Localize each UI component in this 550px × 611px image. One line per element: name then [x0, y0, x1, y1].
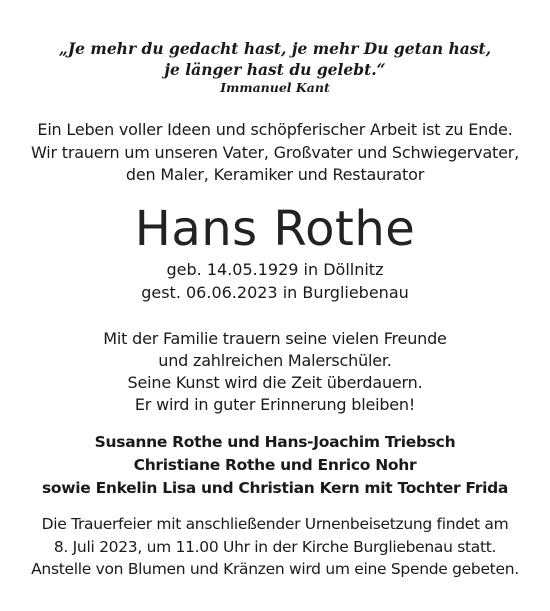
service-line: Die Trauerfeier mit anschließender Urnenbeisetzung findet am: [41, 515, 509, 533]
mourning-line: Mit der Familie trauern seine vielen Freunde: [103, 329, 447, 348]
mourning-line: Er wird in guter Erinnerung bleiben!: [134, 395, 416, 414]
mourner-line: sowie Enkelin Lisa und Christian Kern mit Tochter Frida: [41, 479, 509, 497]
mourner-line: Susanne Rothe und Hans-Joachim Triebsch: [94, 433, 456, 451]
mourning-line: und zahlreichen Malerschüler.: [158, 351, 392, 370]
intro-line: Ein Leben voller Ideen und schöpferischer Arbeit ist zu Ende.: [37, 120, 513, 139]
quote-line: je länger hast du gelebt.“: [164, 60, 386, 79]
deceased-name: Hans Rothe: [134, 201, 416, 257]
funeral-service-info: [0, 513, 550, 581]
intro-line: den Maler, Keramiker und Restaurator: [125, 165, 425, 184]
life-dates: [0, 259, 550, 304]
service-line: 8. Juli 2023, um 11.00 Uhr in der Kirche Burgliebenau statt.: [53, 537, 497, 556]
epigraph-quote: [0, 38, 550, 80]
mourning-text: [0, 328, 550, 416]
mourners-list: [0, 431, 550, 500]
intro-text: [0, 119, 550, 187]
service-line: Anstelle von Blumen und Kränzen wird um eine Spende gebeten.: [31, 560, 519, 578]
intro-line: Wir trauern um unseren Vater, Großvater und Schwiegervater,: [30, 142, 520, 162]
death-date: gest. 06.06.2023 in Burgliebenau: [141, 282, 409, 302]
mourning-line: Seine Kunst wird die Zeit überdauern.: [127, 373, 423, 392]
quote-line: „Je mehr du gedacht hast, je mehr Du getan hast,: [58, 39, 492, 58]
mourner-line: Christiane Rothe und Enrico Nohr: [133, 456, 417, 474]
quote-author: Immanuel Kant: [220, 80, 330, 95]
birth-date: geb. 14.05.1929 in Döllnitz: [166, 260, 384, 279]
